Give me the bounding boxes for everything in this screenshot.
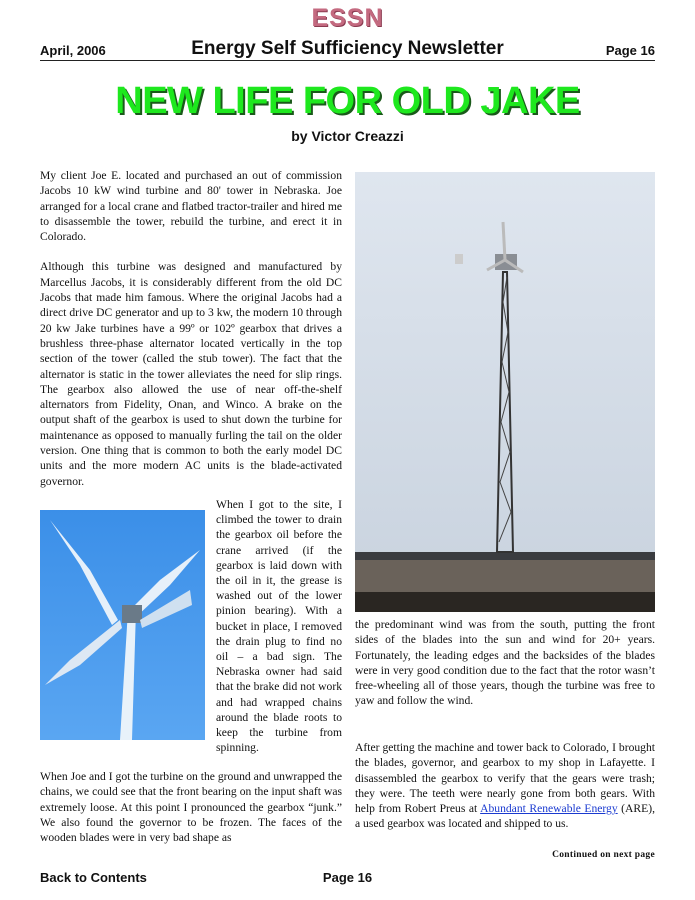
issue-date: April, 2006	[40, 43, 106, 58]
page-header	[40, 40, 655, 61]
footer-page-number: Page 16	[322, 870, 373, 885]
left-column	[40, 168, 342, 489]
turbine-closeup-photo	[40, 510, 205, 740]
paragraph-text: (ARE), a used gearbox was located and shipped to us.	[355, 802, 655, 831]
paragraph: When Joe and I got the turbine on the ground and unwrapped the chains, we could see that the front bearing on the input shaft was extremely loose. At this point I pronounced the gearbox “junk.” We also found the governor to be frozen. The faces of the wooden blades were in very bad shape as	[40, 770, 342, 845]
paragraph: the predominant wind was from the south, putting the front sides of the blades into the sun and wind for 20+ years. Fortunately, the leading edges and the backsides of the blades were in very good condition due to the fact that the rotor wasn’t free-wheeling all of those years, though the turbine was free to yaw and follow the wind.	[355, 618, 655, 708]
byline: by Victor Creazzi	[291, 128, 404, 144]
paragraph	[355, 740, 655, 832]
paragraph: Although this turbine was designed and manufactured by Marcellus Jacobs, it is considerably different from the old DC Jacobs that made him famous. Where the original Jacobs had a direct drive DC generator and up to 3 kw, the modern 10 through 20 kw Jake turbines have a 99º or 102º gearbox that drives a brushless three-phase alternator located vertically in the top section of the tower (called the stub tower). The fact that the alternator is static in the tower alleviates the need for slip rings. The gearbox also allowed the use of near off-the-shelf alternators from Fidelity, Onan, and Winco. A brake on the output shaft of the gearbox is used to shut down the turbine for maintenance as opposed to manually furling the tail on the older version. One thing that is common to both the early model DC units and the more modern AC units is the blade-activated governor.	[40, 260, 342, 488]
tower-photo	[355, 172, 655, 612]
right-column-top	[355, 617, 655, 709]
paragraph-text: After getting the machine and tower back to Colorado, I brought the blades, governor, and gearbox to my shop in Lafayette. I disassembled the gearbox to verify that the gears were trash; they were. The teeth were nearly gone from both gears. With help from Robert Preus at	[355, 741, 655, 816]
newsletter-name: Energy Self Sufficiency Newsletter	[191, 38, 504, 59]
are-link[interactable]: Abundant Renewable Energy	[480, 802, 618, 816]
left-column-bottom	[40, 769, 342, 845]
page-number: Page 16	[605, 43, 655, 58]
article-title: NEW LIFE FOR OLD JAKE	[115, 80, 580, 122]
side-text	[216, 497, 342, 755]
continued-note: Continued on next page	[552, 850, 655, 860]
paragraph: My client Joe E. located and purchased an out of commission Jacobs 10 kW wind turbine and 80' tower in Nebraska. Joe arranged for a local crane and flatbed tractor-trailer and hired me to disassemble the tower, rebuild the turbine, and erect it in Colorado.	[40, 169, 342, 244]
right-column-bottom	[355, 740, 655, 832]
back-to-contents-link[interactable]: Back to Contents	[40, 870, 147, 885]
essn-logo: ESSN	[311, 4, 384, 32]
paragraph: When I got to the site, I climbed the tower to drain the gearbox oil before the crane arrived (if the gearbox is laid down with the oil in it, the grease is washed out of the lower pinion bearing). With a bucket in place, I removed the drain plug to find no oil – a bad sign. The Nebraska owner had said that the brake did not work and had wrapped chains around the blade roots to keep the turbine from spinning.	[216, 498, 342, 755]
